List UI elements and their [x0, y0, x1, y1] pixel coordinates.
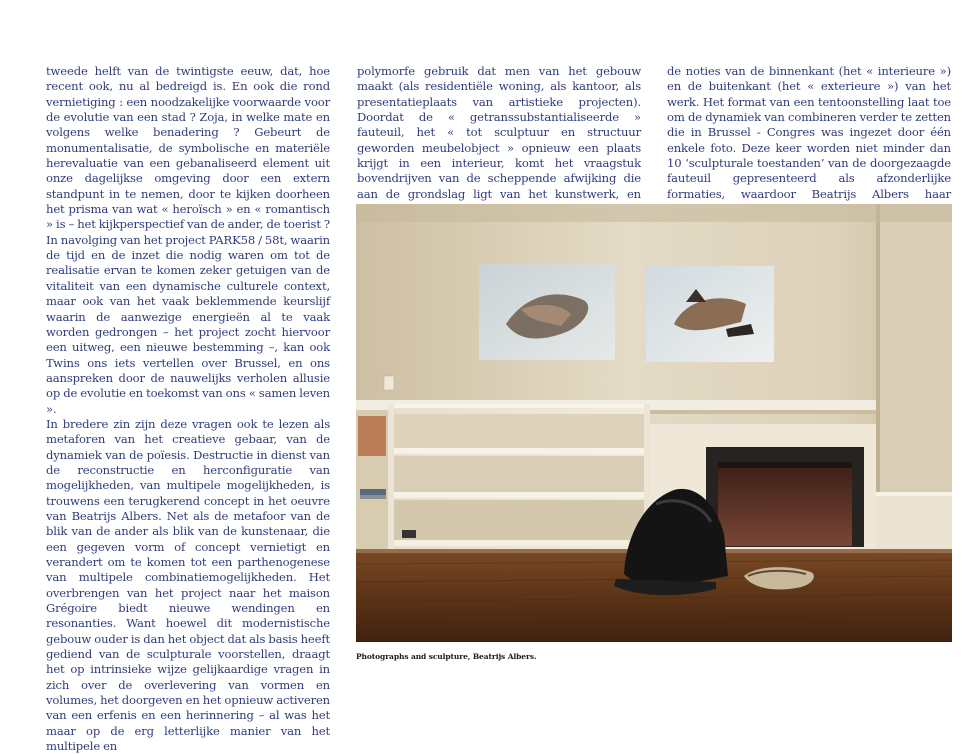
text-column-2	[357, 64, 641, 217]
room-illustration	[356, 204, 952, 642]
paragraph: polymorfe gebruik dat men van het gebouw maakt (als residentiële woning, als kantoor, als presentatieplaats van artistieke projecten). Doordat de « getranssubstantialiseerde » fauteuil, het « tot sculptuur en structuur geworden meubelobject » opnieuw een plaats krijgt in een interieur, komt het vraagstuk bovendrijven van de scheppende afwijking die aan de grondslag ligt van het kunstwerk, en	[357, 64, 641, 201]
photo-caption: Photographs and sculpture, Beatrijs Albers.	[356, 652, 537, 661]
text-column-3	[667, 64, 951, 217]
text-column-1	[46, 64, 330, 754]
paragraph: tweede helft van de twintigste eeuw, dat, hoe recent ook, nu al bedreigd is. En ook die rond vernietiging : een noodzakelijke voorwaarde voor de evolutie van een stad ? Zoja, in welke mate en volgens welke benadering ? Gebeurt de monumentalisatie, de symbolische en materiële herevaluatie van een gebanaliseerd element uit onze dagelijkse omgeving door een extern standpunt in te nemen, door te kijken doorheen het prisma van wat « heroïsch » en « romantisch » is – het kijkperspectief van de ander, de toerist ? In navolging van het project PARK58 / 58t, waarin de tijd en de inzet die nodig waren om tot de realisatie ervan te komen zeker getuigen van de vitaliteit van een dynamische culturele context, maar ook van het vaak beklemmende keurslijf waarin de aanwezige energieën al te vaak worden gedrongen – het project zocht hiervoor een uitweg, een nieuwe bestemming –, kan ook Twins ons iets vertellen over Brussel, en ons aanspreken door de nauwelijks verholen allusie op de evolutie en toekomst van ons « samen leven ».	[46, 64, 331, 416]
paragraph: de noties van de binnenkant (het « interieure ») en de buitenkant (het « exterieure ») van het werk. Het format van een tentoonstelling laat toe om de dynamiek van combineren verder te zetten die in Brussel - Congres was ingezet door één enkele foto. Deze keer worden niet minder dan 10 ‘sculpturale toestanden’ van de doorgezaagde fauteuil gepresenteerd als afzonderlijke formaties, waardoor Beatrijs Albers haar	[667, 64, 951, 201]
paragraph: In bredere zin zijn deze vragen ook te lezen als metaforen van het creatieve gebaar, van de dynamiek van de poïesis. Destructie in dienst van de reconstructie en herconfiguratie van mogelijkheden, van multipele mogelijkheden, is trouwens een terugkerend concept in het oeuvre van Beatrijs Albers. Net als de metafoor van de blik van de ander als blik van de kunstenaar, die een gegeven vorm of concept vernietigt en verandert om te komen tot een parthenogenese van multipele combinatiemogelijkheden. Het overbrengen van het project naar het maison Grégoire biedt nieuwe wendingen en resonanties. Want hoewel dit modernistische gebouw ouder is dan het object dat als basis heeft gediend van de sculpturale voorstellen, draagt het op intrinsieke wijze gelijkaardige vragen in zich over de overlevering van vormen en volumes, het doorgeven en het opnieuw activeren van een erfenis en een herinnering – al was het maar op de erg letterlijke manier van het multipele en	[46, 416, 330, 754]
exhibition-photo	[356, 204, 952, 642]
